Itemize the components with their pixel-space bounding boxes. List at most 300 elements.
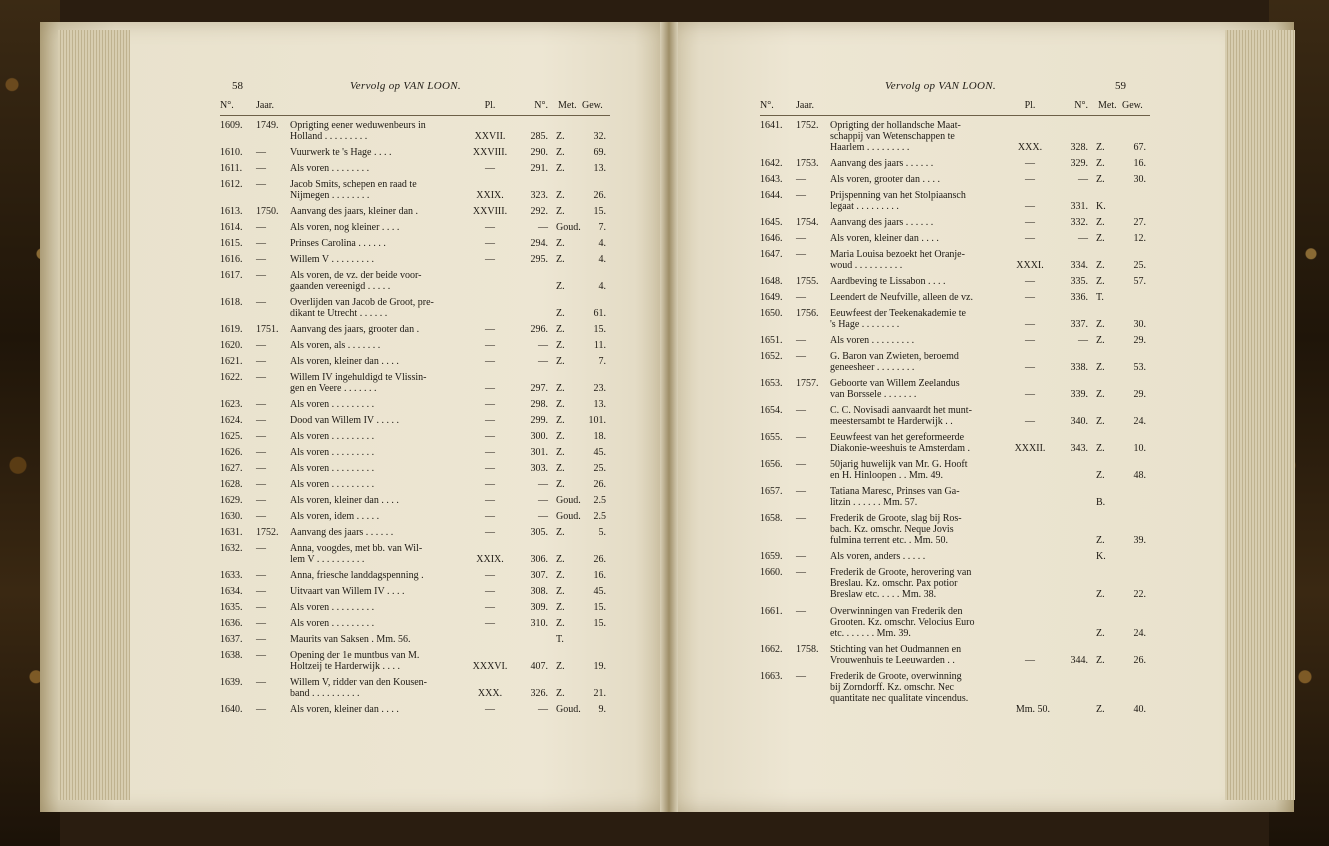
entry-plate: — xyxy=(485,356,495,368)
entry-weight: 45. xyxy=(593,447,606,459)
description-line: Als voren, als . . . . . . . xyxy=(290,340,381,352)
entry-nr: 340. xyxy=(1070,416,1088,428)
entry-year: — xyxy=(256,570,266,581)
entry-year: 1753. xyxy=(796,158,819,170)
description-line: Als voren . . . . . . . . . xyxy=(290,617,375,629)
entry-description xyxy=(830,606,1070,639)
entry-plate: XXXVI. xyxy=(472,660,508,672)
entry-number: 1609. xyxy=(220,120,243,131)
entry-weight: 61. xyxy=(593,308,606,320)
entry-metal: Z. xyxy=(1096,174,1105,186)
description-line: Prinses Carolina . . . . . . xyxy=(290,238,386,250)
entry-metal: Z. xyxy=(556,356,565,368)
table-row xyxy=(760,158,1150,169)
description-line: Uitvaart van Willem IV . . . . xyxy=(290,586,405,597)
entry-weight: 25. xyxy=(593,463,606,475)
entry-year: — xyxy=(796,670,806,682)
entry-year: — xyxy=(256,617,266,629)
entry-description xyxy=(830,158,1005,169)
description-line: Maurits van Saksen . Mm. 56. xyxy=(290,633,411,645)
entry-year: — xyxy=(256,147,266,159)
table-row xyxy=(760,276,1150,287)
table-row xyxy=(220,270,610,292)
table-row xyxy=(220,206,610,217)
description-line: Aardbeving te Lissabon . . . . xyxy=(830,276,946,287)
entry-number: 1614. xyxy=(220,222,243,234)
entry-weight: 9. xyxy=(598,704,606,715)
entry-year: — xyxy=(796,249,806,260)
entry-number: 1634. xyxy=(220,586,243,597)
entry-description xyxy=(290,415,465,426)
entry-nr: 328. xyxy=(1070,142,1088,154)
entry-plate: — xyxy=(485,447,495,459)
entry-weight: 25. xyxy=(1133,260,1146,272)
entry-nr: 329. xyxy=(1070,158,1088,170)
table-row xyxy=(760,644,1150,666)
entry-plate: — xyxy=(1025,233,1035,244)
description-line: gen en Veere . . . . . . . xyxy=(290,383,377,395)
table-row xyxy=(220,179,610,201)
entry-nr: 298. xyxy=(530,399,548,411)
entry-metal: Z. xyxy=(1096,654,1105,666)
table-row xyxy=(760,432,1150,454)
table-row xyxy=(220,602,610,613)
entry-plate: — xyxy=(1025,361,1035,373)
entry-number: 1642. xyxy=(760,158,783,170)
entry-nr: 290. xyxy=(530,147,548,159)
description-line: Als voren . . . . . . . . . xyxy=(830,334,915,346)
description-line: Als voren, nog kleiner . . . . xyxy=(290,222,400,234)
entry-metal: Z. xyxy=(1096,470,1105,482)
entry-metal: Goud. xyxy=(556,511,581,522)
description-line: Grooten. Kz. omschr. Velocius Euro xyxy=(830,616,975,628)
entry-nr: — xyxy=(538,511,548,522)
entry-metal: Z. xyxy=(556,660,565,672)
book-gutter xyxy=(660,22,678,812)
table-row xyxy=(220,297,610,319)
entry-weight: 21. xyxy=(593,687,606,699)
entry-metal: Z. xyxy=(556,463,565,475)
description-line: bach. Kz. omschr. Neque Jovis xyxy=(830,524,954,536)
description-line: Frederik de Groote, slag bij Ros- xyxy=(830,513,962,525)
entry-metal: Goud. xyxy=(556,704,581,715)
entry-weight: 26. xyxy=(593,553,606,565)
entry-year: — xyxy=(256,495,266,506)
table-row xyxy=(760,459,1150,481)
table-row xyxy=(220,677,610,699)
entry-metal: Z. xyxy=(556,479,565,490)
entry-year: — xyxy=(256,297,266,309)
entry-number: 1633. xyxy=(220,570,243,581)
table-row xyxy=(220,704,610,715)
entry-weight: 67. xyxy=(1133,142,1146,154)
entry-number: 1637. xyxy=(220,633,243,645)
entry-plate: — xyxy=(485,511,495,522)
table-row xyxy=(760,513,1150,546)
entry-plate: — xyxy=(485,324,495,336)
entry-description xyxy=(830,671,1070,715)
entry-weight: 29. xyxy=(1133,388,1146,400)
table-row xyxy=(760,486,1150,508)
entry-number: 1659. xyxy=(760,551,783,563)
entry-year: 1754. xyxy=(796,217,819,229)
entry-description xyxy=(290,254,465,265)
entry-description xyxy=(290,399,465,410)
entry-metal: Z. xyxy=(1096,416,1105,428)
table-row xyxy=(220,399,610,410)
description-line: schappij van Wetenschappen te xyxy=(830,131,955,143)
description-line: Geboorte van Willem Zeelandus xyxy=(830,377,960,389)
entry-weight: 26. xyxy=(1133,654,1146,666)
description-line: Oprigting eener weduwenbeurs in xyxy=(290,120,426,131)
table-row xyxy=(220,415,610,426)
left-table xyxy=(220,100,610,740)
entry-description xyxy=(290,479,465,490)
entry-number: 1622. xyxy=(220,372,243,384)
table-row xyxy=(220,324,610,335)
entry-number: 1648. xyxy=(760,276,783,287)
entry-weight: 39. xyxy=(1133,535,1146,547)
entry-number: 1627. xyxy=(220,463,243,475)
description-line: Aanvang des jaars, kleiner dan . xyxy=(290,206,419,218)
description-line: Nijmegen . . . . . . . . xyxy=(290,190,370,202)
entry-year: — xyxy=(796,334,806,346)
table-header xyxy=(760,100,1150,114)
entry-year: — xyxy=(796,605,806,617)
description-line: etc. . . . . . . Mm. 39. xyxy=(830,627,911,639)
entry-plate: — xyxy=(485,238,495,250)
entry-year: — xyxy=(256,372,266,384)
entry-description xyxy=(290,206,465,217)
entry-plate: — xyxy=(485,495,495,506)
description-line: Willem IV ingehuldigd te Vlissin- xyxy=(290,372,427,384)
table-row xyxy=(220,634,610,645)
entry-plate: — xyxy=(485,570,495,581)
entry-metal: Z. xyxy=(1096,217,1105,229)
description-line: Breslau. Kz. omschr. Pax potior xyxy=(830,578,958,590)
description-line: Als voren, idem . . . . . xyxy=(290,511,380,522)
description-line: Breslaw etc. . . . . Mm. 38. xyxy=(830,589,937,601)
entry-nr: 297. xyxy=(530,383,548,395)
entry-number: 1645. xyxy=(760,217,783,229)
entry-number: 1630. xyxy=(220,511,243,522)
entry-weight: 53. xyxy=(1133,361,1146,373)
description-line: 's Hage . . . . . . . . xyxy=(830,318,900,330)
entry-year: — xyxy=(796,432,806,443)
table-row xyxy=(220,479,610,490)
table-row xyxy=(760,217,1150,228)
entry-year: 1756. xyxy=(796,307,819,319)
entry-metal: Goud. xyxy=(556,222,581,234)
entry-year: — xyxy=(796,233,806,244)
description-line: Willem V, ridder van den Kousen- xyxy=(290,676,427,688)
table-row xyxy=(760,606,1150,639)
description-line: Als voren . . . . . . . . . xyxy=(290,431,375,443)
entry-plate: — xyxy=(485,601,495,613)
entry-description xyxy=(830,486,1070,508)
table-row xyxy=(760,351,1150,373)
description-line: bij Zorndorff. Kz. omschr. Nec xyxy=(830,681,954,693)
entry-weight: 40. xyxy=(1133,704,1146,716)
right-table xyxy=(760,100,1150,740)
entry-year: 1752. xyxy=(256,526,279,538)
entry-nr: 407. xyxy=(530,660,548,672)
entry-metal: Z. xyxy=(556,281,565,293)
entry-nr: 292. xyxy=(530,206,548,218)
description-line: Stichting van het Oudmannen en xyxy=(830,643,962,655)
header-year: Jaar. xyxy=(256,100,275,111)
description-line: Opening der 1e muntbus van M. xyxy=(290,649,420,661)
entry-plate: XXX. xyxy=(477,687,503,699)
entry-description xyxy=(290,586,465,597)
header-gew: Gew. xyxy=(1122,100,1143,111)
entry-metal: Z. xyxy=(1096,158,1105,170)
table-row xyxy=(220,586,610,597)
entry-nr: 300. xyxy=(530,431,548,443)
header-rule xyxy=(220,115,610,116)
description-line: Leendert de Neufville, alleen de vz. xyxy=(830,292,973,303)
description-line: Tatiana Maresc, Prinses van Ga- xyxy=(830,486,960,498)
entry-plate: — xyxy=(485,463,495,475)
entry-metal: Z. xyxy=(556,601,565,613)
entry-description xyxy=(290,147,465,158)
entry-year: — xyxy=(256,431,266,443)
right-running-head: Vervolg op VAN LOON. xyxy=(885,80,996,92)
description-line: Holtzeij te Harderwijk . . . . xyxy=(290,660,400,672)
entry-weight: 4. xyxy=(598,254,606,265)
entry-metal: Z. xyxy=(556,206,565,218)
right-page-edges xyxy=(1225,30,1295,800)
entry-year: — xyxy=(256,542,266,554)
entry-nr: 343. xyxy=(1070,443,1088,455)
entry-number: 1657. xyxy=(760,486,783,498)
entry-plate: — xyxy=(1025,292,1035,303)
entry-description xyxy=(830,405,1005,427)
entry-weight: 23. xyxy=(593,383,606,395)
entry-number: 1635. xyxy=(220,601,243,613)
entry-nr: 295. xyxy=(530,254,548,265)
description-line: G. Baron van Zwieten, beroemd xyxy=(830,350,959,362)
entry-year: — xyxy=(256,511,266,522)
entry-nr: 331. xyxy=(1070,201,1088,213)
entry-metal: Goud. xyxy=(556,495,581,506)
description-line: en H. Hinloopen . . Mm. 49. xyxy=(830,470,944,482)
entry-description xyxy=(290,511,465,522)
entry-metal: Z. xyxy=(1096,361,1105,373)
entry-metal: Z. xyxy=(1096,334,1105,346)
description-line: Diakonie-weeshuis te Amsterdam . xyxy=(830,443,970,455)
entry-nr: 310. xyxy=(530,617,548,629)
table-row xyxy=(760,551,1150,562)
header-year: Jaar. xyxy=(796,100,815,111)
entry-weight: 2.5 xyxy=(593,511,606,522)
entry-weight: 4. xyxy=(598,238,606,250)
table-row xyxy=(760,174,1150,185)
entry-number: 1625. xyxy=(220,431,243,443)
entry-year: — xyxy=(256,179,266,190)
table-row xyxy=(220,254,610,265)
description-line: Als voren, kleiner dan . . . . xyxy=(290,356,399,368)
entry-number: 1650. xyxy=(760,307,783,319)
entry-weight: 2.5 xyxy=(593,495,606,506)
entry-weight: 7. xyxy=(598,356,606,368)
entry-description xyxy=(830,276,1005,287)
entry-description xyxy=(290,340,465,351)
description-line: Als voren . . . . . . . . . xyxy=(290,479,375,490)
description-line: Anna, voogdes, met bb. van Wil- xyxy=(290,542,423,554)
entry-year: — xyxy=(796,567,806,579)
entry-nr: — xyxy=(538,340,548,352)
entry-description xyxy=(830,513,1070,546)
entry-plate: XXVII. xyxy=(474,131,506,143)
entry-nr: 306. xyxy=(530,553,548,565)
entry-nr: 332. xyxy=(1070,217,1088,229)
description-line: Overwinningen van Frederik den xyxy=(830,605,963,617)
entry-year: — xyxy=(796,551,806,563)
entry-nr: — xyxy=(538,704,548,715)
entry-description xyxy=(290,618,465,629)
entry-number: 1653. xyxy=(760,377,783,389)
header-nr: N°. xyxy=(534,100,548,111)
entry-year: — xyxy=(796,459,806,471)
entry-year: — xyxy=(256,238,266,250)
entry-plate: — xyxy=(1025,158,1035,170)
description-line: Jacob Smits, schepen en raad te xyxy=(290,179,417,190)
entry-weight: 16. xyxy=(593,570,606,581)
entry-description xyxy=(290,495,465,506)
entry-year: 1757. xyxy=(796,377,819,389)
description-line: Als voren, kleiner dan . . . . xyxy=(290,704,399,715)
entry-metal: Z. xyxy=(1096,318,1105,330)
entry-metal: B. xyxy=(1096,497,1106,509)
entry-nr: 335. xyxy=(1070,276,1088,287)
entry-description xyxy=(290,163,465,174)
entry-number: 1655. xyxy=(760,432,783,443)
entry-number: 1626. xyxy=(220,447,243,459)
table-row xyxy=(760,567,1150,600)
description-line: Holland . . . . . . . . . xyxy=(290,131,368,143)
entry-year: — xyxy=(256,676,266,688)
header-nr: N°. xyxy=(1074,100,1088,111)
table-row xyxy=(220,147,610,158)
entry-description xyxy=(290,634,530,645)
entry-nr: 303. xyxy=(530,463,548,475)
entry-nr: 337. xyxy=(1070,318,1088,330)
entry-description xyxy=(830,335,1005,346)
entry-description xyxy=(290,270,530,292)
entry-metal: K. xyxy=(1096,551,1106,563)
table-row xyxy=(760,308,1150,330)
header-rule xyxy=(760,115,1150,116)
entry-number: 1632. xyxy=(220,542,243,554)
entry-metal: Z. xyxy=(1096,142,1105,154)
entry-number: 1658. xyxy=(760,513,783,525)
description-line: Dood van Willem IV . . . . . xyxy=(290,415,399,427)
entry-year: — xyxy=(256,356,266,368)
entry-number: 1643. xyxy=(760,174,783,186)
table-row xyxy=(760,378,1150,400)
entry-weight: 13. xyxy=(593,399,606,411)
entry-year: — xyxy=(796,190,806,201)
entry-number: 1613. xyxy=(220,206,243,218)
entry-year: — xyxy=(256,447,266,459)
entry-metal: Z. xyxy=(1096,443,1105,455)
entry-description xyxy=(290,120,465,142)
entry-description xyxy=(830,351,1005,373)
entry-year: — xyxy=(256,601,266,613)
entry-number: 1662. xyxy=(760,643,783,655)
entry-description xyxy=(290,543,465,565)
entry-description xyxy=(830,217,1005,228)
description-line: Willem V . . . . . . . . . xyxy=(290,254,374,265)
table-row xyxy=(760,292,1150,303)
description-line: Als voren . . . . . . . . . xyxy=(290,447,375,459)
entry-plate: XXVIII. xyxy=(472,206,508,218)
description-line: Als voren, anders . . . . . xyxy=(830,551,926,563)
entry-nr: 326. xyxy=(530,687,548,699)
entry-plate: — xyxy=(485,383,495,395)
entry-description xyxy=(290,297,530,319)
table-row xyxy=(220,120,610,142)
description-line: Maria Louisa bezoekt het Oranje- xyxy=(830,249,965,260)
entry-nr: 305. xyxy=(530,526,548,538)
entry-nr: — xyxy=(538,222,548,234)
description-line: Als voren, grooter dan . . . . xyxy=(830,174,940,186)
entry-description xyxy=(830,249,1005,271)
entry-number: 1624. xyxy=(220,415,243,427)
entry-weight: 16. xyxy=(1133,158,1146,170)
entry-description xyxy=(290,324,465,335)
entry-description xyxy=(830,644,1005,666)
entry-plate: — xyxy=(1025,388,1035,400)
entry-weight: 101. xyxy=(588,415,606,427)
entry-weight: 32. xyxy=(593,131,606,143)
entry-description xyxy=(290,356,465,367)
entry-metal: Z. xyxy=(556,553,565,565)
entry-number: 1646. xyxy=(760,233,783,244)
entry-weight: 5. xyxy=(598,526,606,538)
entry-description xyxy=(830,378,1005,400)
entry-plate: XXXII. xyxy=(1014,443,1046,455)
entry-plate: — xyxy=(1025,416,1035,428)
table-row xyxy=(220,372,610,394)
entry-nr: 339. xyxy=(1070,388,1088,400)
entry-weight: 13. xyxy=(593,163,606,175)
entry-plate: — xyxy=(485,399,495,411)
entry-plate: — xyxy=(485,415,495,427)
entry-plate: XXIX. xyxy=(476,190,504,202)
entry-metal: Z. xyxy=(1096,627,1105,639)
description-line: Als voren, kleiner dan . . . . xyxy=(830,233,939,244)
entry-description xyxy=(830,120,1005,153)
entry-year: — xyxy=(256,340,266,352)
entry-weight: 45. xyxy=(593,586,606,597)
entry-number: 1640. xyxy=(220,704,243,715)
entry-nr: — xyxy=(538,356,548,368)
description-line: Vrouwenhuis te Leeuwarden . . xyxy=(830,654,955,666)
entry-description xyxy=(290,602,465,613)
description-line: meestersambt te Harderwijk . . xyxy=(830,416,953,428)
table-row xyxy=(220,238,610,249)
entry-number: 1610. xyxy=(220,147,243,159)
entry-weight: 22. xyxy=(1133,589,1146,601)
entry-year: — xyxy=(256,270,266,281)
description-line: Mm. 50. xyxy=(1015,703,1050,715)
entry-description xyxy=(290,222,465,233)
entry-number: 1619. xyxy=(220,324,243,336)
entry-plate: XXIX. xyxy=(476,553,504,565)
entry-number: 1663. xyxy=(760,670,783,682)
